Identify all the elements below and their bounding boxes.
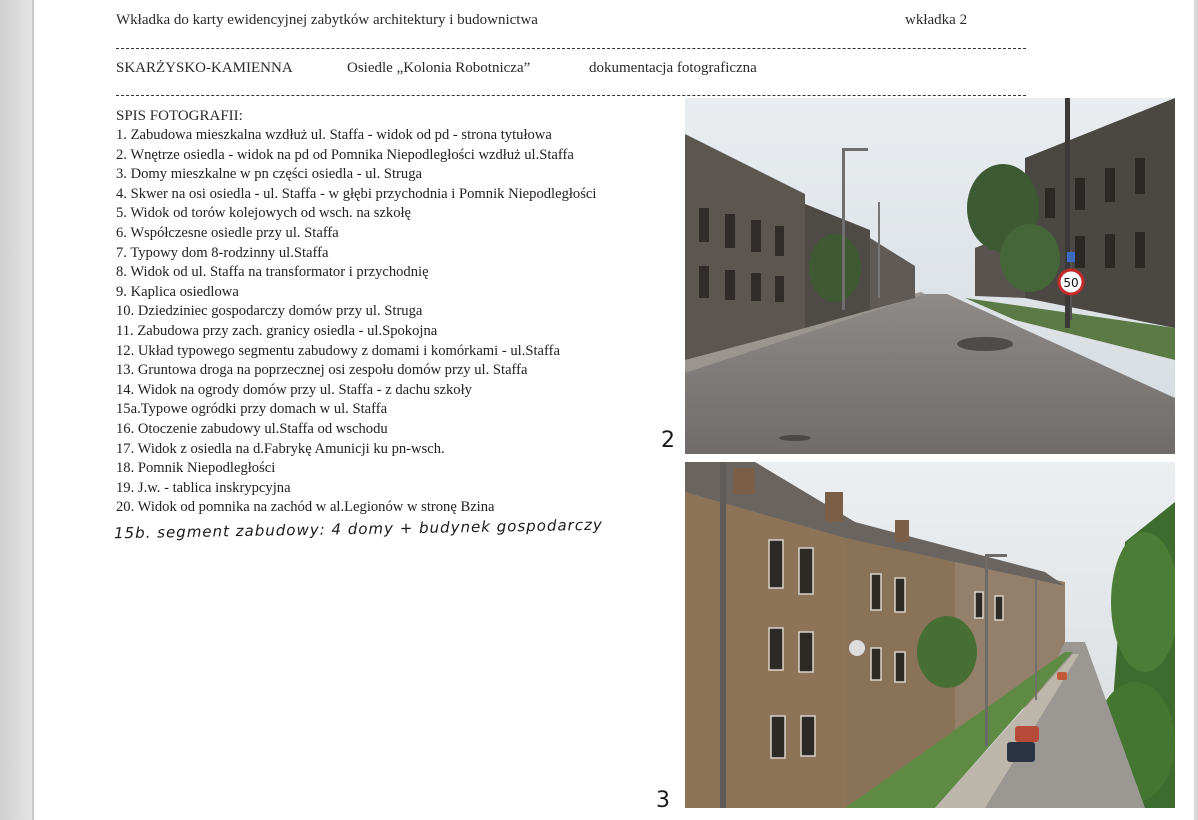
photo-number-2: 2 bbox=[661, 428, 675, 453]
list-item: 16. Otoczenie zabudowy ul.Staffa od wschodu bbox=[116, 420, 388, 437]
list-item: 5. Widok od torów kolejowych od wsch. na szkołę bbox=[116, 205, 412, 222]
page-edge bbox=[0, 0, 34, 820]
photo-list-title: SPIS FOTOGRAFII: bbox=[116, 108, 243, 124]
list-item: 8. Widok od ul. Staffa na transformator i przychodnię bbox=[116, 264, 429, 281]
list-item: 2. Wnętrze osiedla - widok na pd od Pomnika Niepodległości wzdłuż ul.Staffa bbox=[116, 146, 574, 163]
header-title: Wkładka do karty ewidencyjnej zabytków architektury i budownictwa bbox=[116, 12, 538, 28]
photo-brick-houses bbox=[685, 462, 1175, 808]
list-item: 20. Widok od pomnika na zachód w al.Legionów w stronę Bzina bbox=[116, 499, 495, 516]
handwritten-note: 15b. segment zabudowy: 4 domy + budynek gospodarczy bbox=[113, 515, 603, 543]
list-item: 9. Kaplica osiedlowa bbox=[116, 283, 239, 300]
estate-name: Osiedle „Kolonia Robotnicza” bbox=[347, 60, 531, 76]
list-item: 6. Współczesne osiedle przy ul. Staffa bbox=[116, 224, 339, 241]
city-name: SKARŻYSKO-KAMIENNA bbox=[116, 60, 293, 76]
photo-number-3: 3 bbox=[656, 788, 670, 813]
photo-street-view bbox=[685, 98, 1175, 454]
list-item: 4. Skwer na osi osiedla - ul. Staffa - w głębi przychodnia i Pomnik Niepodległości bbox=[116, 185, 597, 202]
speed-limit-text: 50 bbox=[1063, 276, 1079, 290]
list-item: 1. Zabudowa mieszkalna wzdłuż ul. Staffa - widok od pd - strona tytułowa bbox=[116, 127, 552, 143]
list-item: 17. Widok z osiedla na d.Fabrykę Amunicji ku pn-wsch. bbox=[116, 440, 445, 457]
list-item: 7. Typowy dom 8-rodzinny ul.Staffa bbox=[116, 244, 329, 261]
list-item: 14. Widok na ogrody domów przy ul. Staffa - z dachu szkoły bbox=[116, 381, 472, 398]
divider-bottom bbox=[116, 95, 1026, 96]
insert-label: wkładka 2 bbox=[905, 12, 968, 28]
list-item: 15a.Typowe ogródki przy domach w ul. Staffa bbox=[116, 401, 388, 418]
list-item: 13. Gruntowa droga na poprzecznej osi zespołu domów przy ul. Staffa bbox=[116, 362, 528, 379]
divider-top bbox=[116, 48, 1026, 49]
document-type: dokumentacja fotograficzna bbox=[589, 60, 757, 76]
list-item: 11. Zabudowa przy zach. granicy osiedla - ul.Spokojna bbox=[116, 322, 438, 339]
list-item: 3. Domy mieszkalne w pn części osiedla - ul. Struga bbox=[116, 166, 422, 183]
photo-list bbox=[116, 126, 596, 518]
list-item: 18. Pomnik Niepodległości bbox=[116, 460, 276, 477]
list-item: 12. Układ typowego segmentu zabudowy z domami i komórkami - ul.Staffa bbox=[116, 342, 560, 359]
list-item: 10. Dziedziniec gospodarczy domów przy ul. Struga bbox=[116, 303, 423, 320]
list-item: 19. J.w. - tablica inskrypcyjna bbox=[116, 479, 291, 496]
